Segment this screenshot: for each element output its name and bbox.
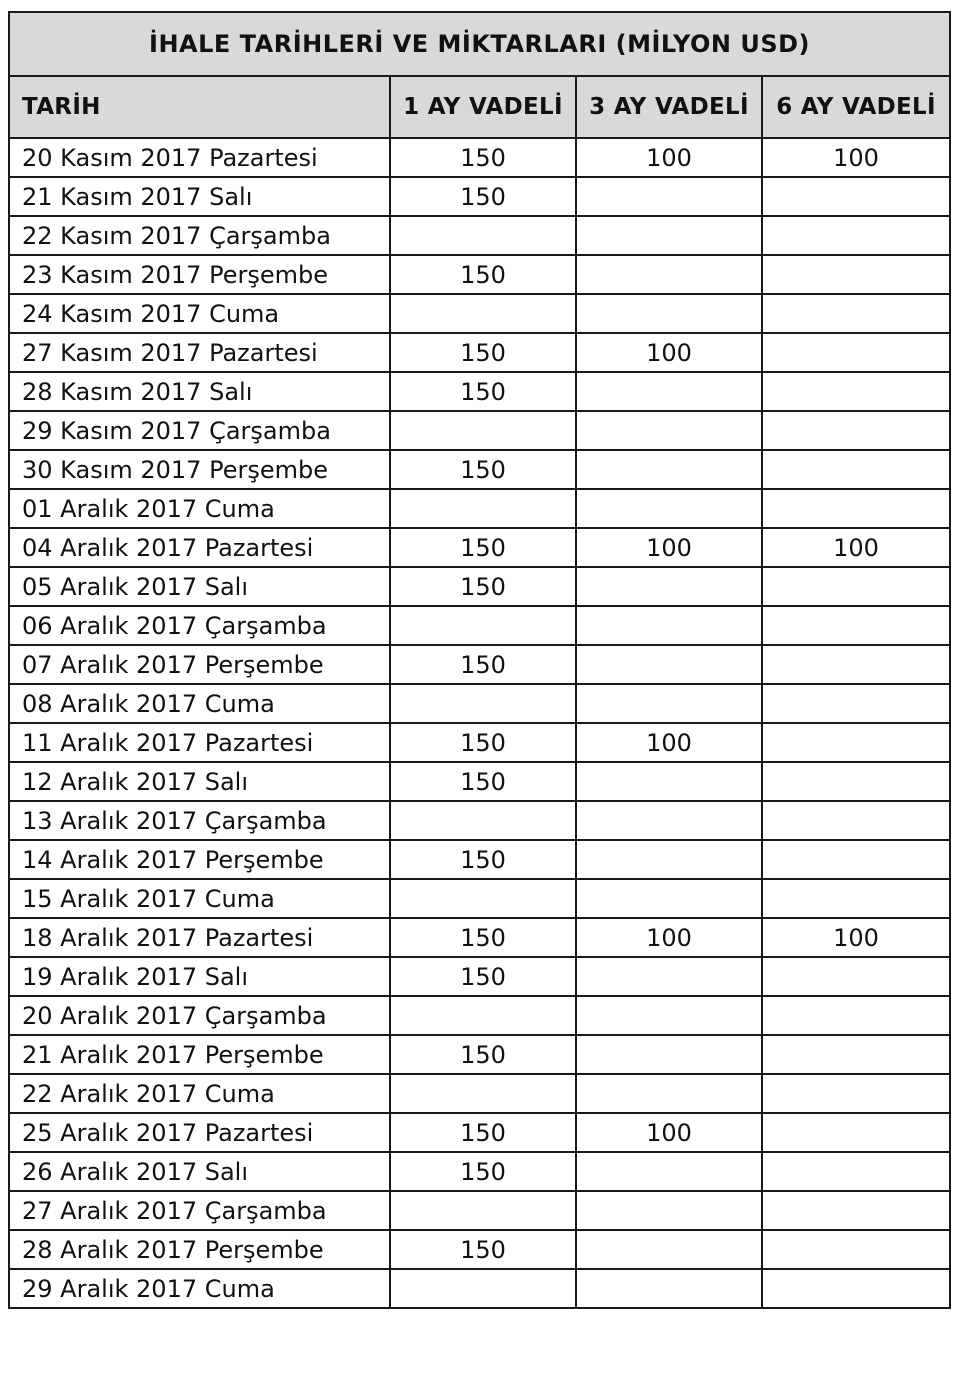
three-month-cell [576, 255, 762, 294]
table-row [9, 645, 950, 684]
one-month-cell: 150 [390, 723, 576, 762]
six-month-cell [762, 1113, 950, 1152]
six-month-cell [762, 1152, 950, 1191]
one-month-cell: 150 [390, 840, 576, 879]
table-row [9, 138, 950, 177]
one-month-cell: 150 [390, 177, 576, 216]
date-cell: 12 Aralık 2017 Salı [9, 762, 390, 801]
three-month-cell [576, 567, 762, 606]
date-cell: 26 Aralık 2017 Salı [9, 1152, 390, 1191]
one-month-cell [390, 1191, 576, 1230]
three-month-cell [576, 1035, 762, 1074]
six-month-cell [762, 216, 950, 255]
three-month-cell [576, 1230, 762, 1269]
table-row [9, 684, 950, 723]
three-month-cell: 100 [576, 1113, 762, 1152]
date-cell: 21 Kasım 2017 Salı [9, 177, 390, 216]
six-month-cell [762, 1230, 950, 1269]
one-month-cell: 150 [390, 528, 576, 567]
six-month-cell [762, 411, 950, 450]
one-month-cell [390, 216, 576, 255]
one-month-cell: 150 [390, 918, 576, 957]
table-row [9, 606, 950, 645]
table-row [9, 1152, 950, 1191]
one-month-cell: 150 [390, 372, 576, 411]
date-cell: 07 Aralık 2017 Perşembe [9, 645, 390, 684]
six-month-cell: 100 [762, 138, 950, 177]
date-cell: 27 Kasım 2017 Pazartesi [9, 333, 390, 372]
date-cell: 29 Aralık 2017 Cuma [9, 1269, 390, 1308]
one-month-cell [390, 684, 576, 723]
table-row [9, 762, 950, 801]
six-month-cell [762, 840, 950, 879]
six-month-cell [762, 645, 950, 684]
one-month-cell: 150 [390, 762, 576, 801]
three-month-cell: 100 [576, 918, 762, 957]
three-month-cell [576, 684, 762, 723]
six-month-cell [762, 567, 950, 606]
table-title: İHALE TARİHLERİ VE MİKTARLARI (MİLYON USD) [9, 12, 950, 76]
date-cell: 14 Aralık 2017 Perşembe [9, 840, 390, 879]
table-row [9, 723, 950, 762]
table-row [9, 489, 950, 528]
column-header-6-month: 6 AY VADELİ [762, 76, 950, 138]
table-row [9, 1269, 950, 1308]
six-month-cell [762, 996, 950, 1035]
table-row [9, 528, 950, 567]
date-cell: 25 Aralık 2017 Pazartesi [9, 1113, 390, 1152]
one-month-cell: 150 [390, 450, 576, 489]
six-month-cell [762, 1269, 950, 1308]
header-row [9, 76, 950, 138]
six-month-cell [762, 1035, 950, 1074]
table-row [9, 957, 950, 996]
date-cell: 24 Kasım 2017 Cuma [9, 294, 390, 333]
one-month-cell [390, 411, 576, 450]
six-month-cell: 100 [762, 918, 950, 957]
one-month-cell: 150 [390, 567, 576, 606]
six-month-cell [762, 723, 950, 762]
six-month-cell [762, 177, 950, 216]
six-month-cell [762, 1074, 950, 1113]
date-cell: 28 Kasım 2017 Salı [9, 372, 390, 411]
table-body [9, 138, 950, 1308]
six-month-cell [762, 879, 950, 918]
six-month-cell [762, 255, 950, 294]
one-month-cell [390, 1269, 576, 1308]
auction-table [8, 11, 951, 1309]
one-month-cell: 150 [390, 1230, 576, 1269]
three-month-cell: 100 [576, 528, 762, 567]
date-cell: 22 Kasım 2017 Çarşamba [9, 216, 390, 255]
six-month-cell [762, 489, 950, 528]
table-row [9, 1230, 950, 1269]
one-month-cell: 150 [390, 255, 576, 294]
three-month-cell [576, 177, 762, 216]
table-row [9, 411, 950, 450]
one-month-cell: 150 [390, 1152, 576, 1191]
three-month-cell [576, 489, 762, 528]
date-cell: 27 Aralık 2017 Çarşamba [9, 1191, 390, 1230]
one-month-cell: 150 [390, 138, 576, 177]
date-cell: 23 Kasım 2017 Perşembe [9, 255, 390, 294]
six-month-cell [762, 450, 950, 489]
three-month-cell [576, 1074, 762, 1113]
date-cell: 30 Kasım 2017 Perşembe [9, 450, 390, 489]
three-month-cell [576, 411, 762, 450]
three-month-cell [576, 1269, 762, 1308]
six-month-cell [762, 957, 950, 996]
date-cell: 15 Aralık 2017 Cuma [9, 879, 390, 918]
six-month-cell [762, 294, 950, 333]
table-row [9, 840, 950, 879]
table-row [9, 255, 950, 294]
date-cell: 11 Aralık 2017 Pazartesi [9, 723, 390, 762]
three-month-cell: 100 [576, 138, 762, 177]
one-month-cell: 150 [390, 957, 576, 996]
three-month-cell [576, 957, 762, 996]
date-cell: 20 Aralık 2017 Çarşamba [9, 996, 390, 1035]
six-month-cell: 100 [762, 528, 950, 567]
table-row [9, 216, 950, 255]
three-month-cell [576, 1191, 762, 1230]
three-month-cell [576, 840, 762, 879]
one-month-cell [390, 294, 576, 333]
date-cell: 13 Aralık 2017 Çarşamba [9, 801, 390, 840]
column-header-date: TARİH [9, 76, 390, 138]
table-row [9, 918, 950, 957]
six-month-cell [762, 801, 950, 840]
one-month-cell [390, 489, 576, 528]
column-header-3-month: 3 AY VADELİ [576, 76, 762, 138]
one-month-cell [390, 996, 576, 1035]
one-month-cell [390, 879, 576, 918]
one-month-cell: 150 [390, 333, 576, 372]
three-month-cell [576, 1152, 762, 1191]
one-month-cell: 150 [390, 645, 576, 684]
date-cell: 22 Aralık 2017 Cuma [9, 1074, 390, 1113]
six-month-cell [762, 684, 950, 723]
table-row [9, 1191, 950, 1230]
date-cell: 19 Aralık 2017 Salı [9, 957, 390, 996]
one-month-cell [390, 606, 576, 645]
date-cell: 20 Kasım 2017 Pazartesi [9, 138, 390, 177]
one-month-cell [390, 1074, 576, 1113]
date-cell: 01 Aralık 2017 Cuma [9, 489, 390, 528]
table-row [9, 372, 950, 411]
table-row [9, 996, 950, 1035]
date-cell: 04 Aralık 2017 Pazartesi [9, 528, 390, 567]
table-row [9, 801, 950, 840]
date-cell: 21 Aralık 2017 Perşembe [9, 1035, 390, 1074]
three-month-cell [576, 372, 762, 411]
table-row [9, 567, 950, 606]
table-row [9, 1074, 950, 1113]
three-month-cell [576, 294, 762, 333]
six-month-cell [762, 762, 950, 801]
table-row [9, 450, 950, 489]
six-month-cell [762, 1191, 950, 1230]
table-row [9, 879, 950, 918]
three-month-cell [576, 645, 762, 684]
three-month-cell: 100 [576, 723, 762, 762]
three-month-cell [576, 606, 762, 645]
date-cell: 18 Aralık 2017 Pazartesi [9, 918, 390, 957]
one-month-cell: 150 [390, 1113, 576, 1152]
three-month-cell [576, 216, 762, 255]
column-header-1-month: 1 AY VADELİ [390, 76, 576, 138]
date-cell: 06 Aralık 2017 Çarşamba [9, 606, 390, 645]
date-cell: 29 Kasım 2017 Çarşamba [9, 411, 390, 450]
one-month-cell: 150 [390, 1035, 576, 1074]
six-month-cell [762, 333, 950, 372]
table-row [9, 177, 950, 216]
date-cell: 05 Aralık 2017 Salı [9, 567, 390, 606]
table-row [9, 1035, 950, 1074]
table-row [9, 294, 950, 333]
title-row [9, 12, 950, 76]
three-month-cell [576, 762, 762, 801]
three-month-cell [576, 450, 762, 489]
table-row [9, 1113, 950, 1152]
three-month-cell [576, 879, 762, 918]
three-month-cell: 100 [576, 333, 762, 372]
date-cell: 08 Aralık 2017 Cuma [9, 684, 390, 723]
three-month-cell [576, 801, 762, 840]
three-month-cell [576, 996, 762, 1035]
table-row [9, 333, 950, 372]
date-cell: 28 Aralık 2017 Perşembe [9, 1230, 390, 1269]
six-month-cell [762, 372, 950, 411]
six-month-cell [762, 606, 950, 645]
one-month-cell [390, 801, 576, 840]
